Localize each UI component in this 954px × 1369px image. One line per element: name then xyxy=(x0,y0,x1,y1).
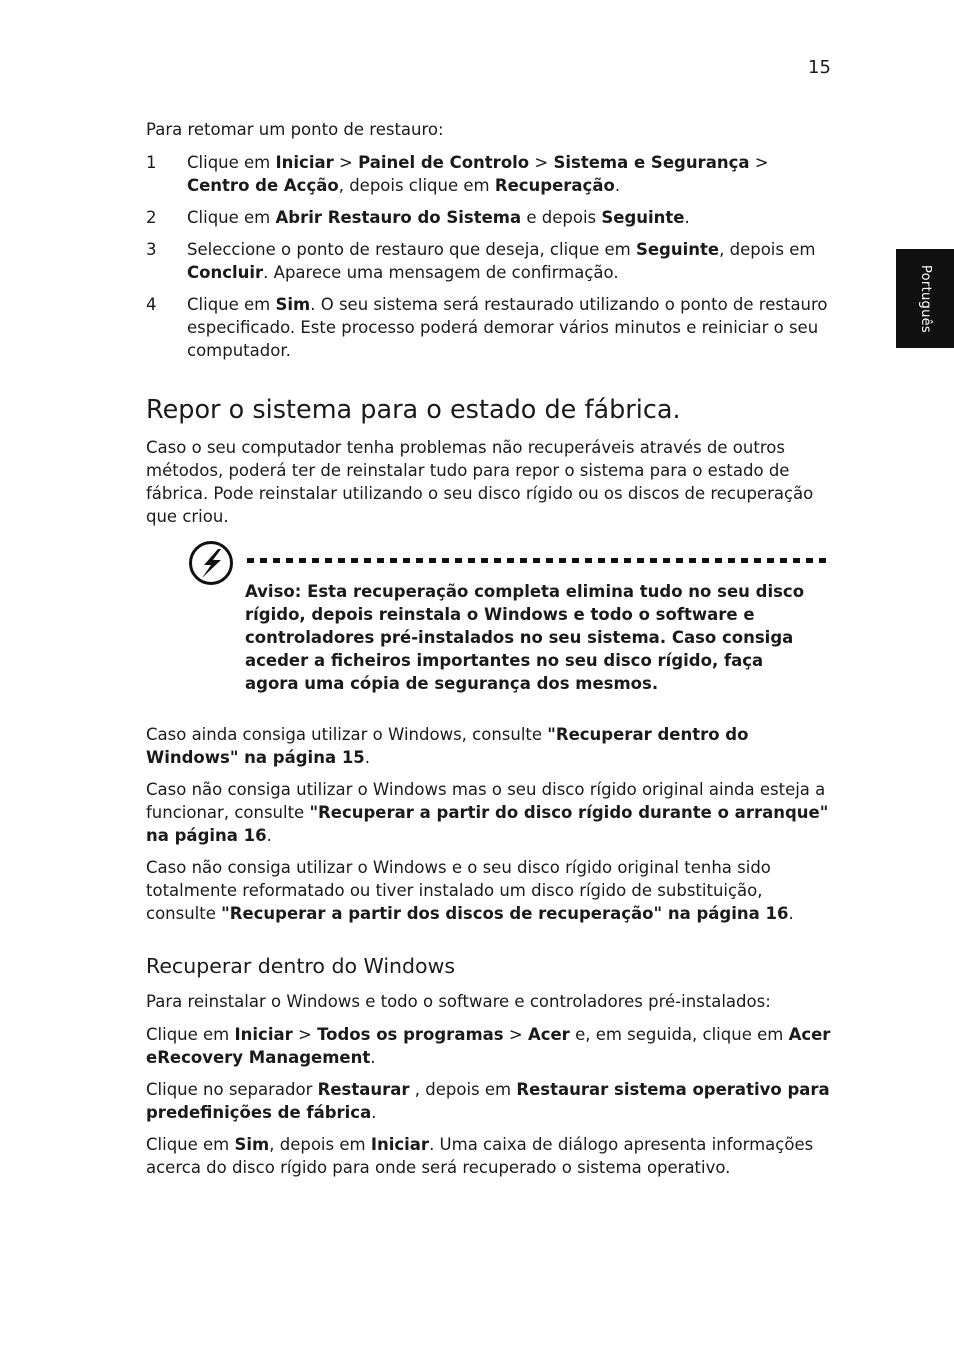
cross-reference-link[interactable]: "Recuperar dentro do Windows" na página 15 xyxy=(146,725,749,767)
body-paragraph: Caso o seu computador tenha problemas não recuperáveis através de outros métodos, poderá ter de reinstalar tudo para repor o sistema para o estado de fábrica. Pode reinstalar utilizando o seu disco rígido ou os discos de recuperação que criou. xyxy=(146,438,814,526)
warning-dotted-rule xyxy=(247,558,830,563)
step-text: Clique em Iniciar > Painel de Controlo > Sistema e Segurança > Centro de Acção, depois clique em Recuperação. xyxy=(187,153,769,195)
subsection-heading: Recuperar dentro do Windows xyxy=(146,954,456,978)
body-paragraph: Caso não consiga utilizar o Windows mas o seu disco rígido original ainda esteja a funcionar, consulte "Recuperar a partir do disco rígido durante o arranque" na página 16. xyxy=(146,780,829,845)
language-tab-label: Português xyxy=(918,264,933,333)
body-paragraph: Clique em Iniciar > Todos os programas > Acer e, em seguida, clique em Acer eRecovery Management. xyxy=(146,1025,831,1067)
body-paragraph: Caso não consiga utilizar o Windows e o seu disco rígido original tenha sido totalmente reformatado ou tiver instalado um disco rígido de substituição, consulte "Recuperar a partir dos discos de recuperação" na página 16. xyxy=(146,858,794,923)
intro-text: Para retomar um ponto de restauro: xyxy=(146,120,444,139)
language-tab xyxy=(896,249,954,348)
step-text: Seleccione o ponto de restauro que deseja, clique em Seguinte, depois em Concluir. Aparece uma mensagem de confirmação. xyxy=(187,240,816,282)
body-paragraph: Para reinstalar o Windows e todo o software e controladores pré-instalados: xyxy=(146,992,771,1011)
step-text: Clique em Abrir Restauro do Sistema e depois Seguinte. xyxy=(187,208,690,227)
warning-lightning-icon xyxy=(188,540,236,588)
section-heading: Repor o sistema para o estado de fábrica. xyxy=(146,395,681,425)
step-text: Clique em Sim. O seu sistema será restaurado utilizando o ponto de restauro especificado. Este processo poderá demorar vários minutos e reiniciar o seu computador. xyxy=(187,295,828,360)
body-paragraph: Clique no separador Restaurar , depois em Restaurar sistema operativo para predefinições de fábrica. xyxy=(146,1080,830,1122)
step-number: 1 xyxy=(146,153,157,172)
cross-reference-link[interactable]: "Recuperar a partir do disco rígido durante o arranque" na página 16 xyxy=(146,803,829,845)
warning-text: Aviso: Esta recuperação completa elimina tudo no seu disco rígido, depois reinstala o Windows e todo o software e controladores pré-instalados no seu sistema. Caso consiga aceder a ficheiros importantes no seu disco rígido, faça agora uma cópia de segurança dos mesmos. xyxy=(245,582,805,693)
step-number: 4 xyxy=(146,295,157,314)
step-number: 2 xyxy=(146,208,157,227)
page-number: 15 xyxy=(808,57,831,78)
body-paragraph: Clique em Sim, depois em Iniciar. Uma caixa de diálogo apresenta informações acerca do disco rígido para onde será recuperado o sistema operativo. xyxy=(146,1135,814,1177)
step-number: 3 xyxy=(146,240,157,259)
cross-reference-link[interactable]: "Recuperar a partir dos discos de recuperação" na página 16 xyxy=(221,904,789,923)
body-paragraph: Caso ainda consiga utilizar o Windows, consulte "Recuperar dentro do Windows" na página 15. xyxy=(146,725,749,767)
